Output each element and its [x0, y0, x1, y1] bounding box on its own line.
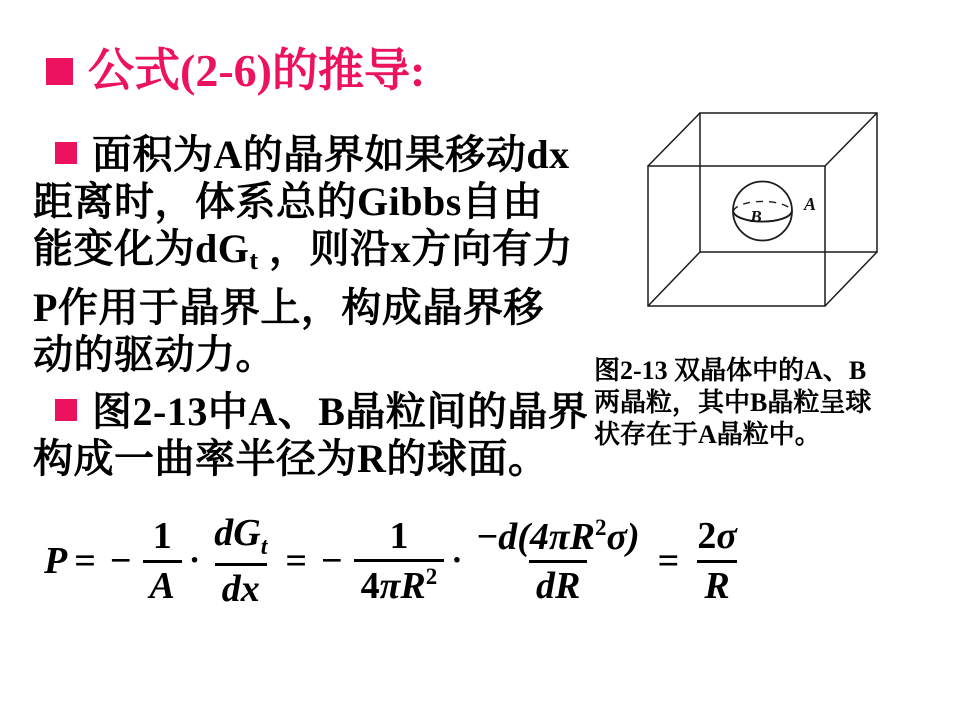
- bullet-icon: [55, 142, 77, 164]
- equator-front-arc: [733, 212, 792, 222]
- body-paragraph-2: [33, 388, 588, 482]
- paragraph-text: P作用于晶界上，构成晶界移: [33, 285, 544, 330]
- denominator: A: [143, 560, 182, 610]
- paragraph-line: [33, 178, 573, 225]
- minus-sign: −: [109, 540, 132, 583]
- numerator: 1: [389, 514, 409, 557]
- bullet-icon: [55, 399, 77, 421]
- superscript-2: 2: [595, 514, 607, 540]
- caption-line: 图2-13 双晶体中的A、B: [594, 356, 867, 385]
- caption-line: 状存在于A晶粒中。: [594, 420, 821, 449]
- paragraph-line: [33, 435, 588, 482]
- fraction-1-over-4piR2: [354, 513, 445, 610]
- subscript-t: t: [260, 534, 268, 560]
- minus-sign: −: [476, 515, 499, 558]
- coefficient: 4: [360, 565, 380, 608]
- page-title: 公式(2-6)的推导:: [88, 45, 426, 96]
- crystal-figure: [620, 99, 930, 355]
- slide-title-row: [46, 46, 425, 96]
- grain-a-label: A: [804, 194, 817, 214]
- numerator: [470, 513, 647, 561]
- paragraph-text: 距离时，体系总的Gibbs自由: [33, 179, 543, 224]
- multiplication-dot: ·: [451, 542, 463, 580]
- paragraph-line: [33, 284, 573, 331]
- paragraph-line: [33, 331, 573, 378]
- pressure-formula: [44, 510, 748, 612]
- figure-caption: [594, 355, 871, 451]
- formula-lhs: P: [44, 540, 68, 583]
- equals-sign: =: [657, 540, 680, 583]
- sigma-paren: σ): [606, 515, 640, 558]
- paragraph-text: ，则沿x方向有力: [258, 226, 574, 271]
- piR-term: πR: [379, 565, 426, 608]
- cube-wireframe: [648, 113, 877, 306]
- grain-b-label: B: [750, 207, 762, 226]
- numerator: [690, 513, 743, 560]
- equator-back-arc: [733, 201, 792, 211]
- fraction-2sigma-over-R: [690, 513, 743, 609]
- d-4piR-term: d(4πR: [498, 515, 596, 558]
- paragraph-line: [33, 225, 573, 284]
- sphere-grain-b: [733, 182, 792, 241]
- denominator: R: [697, 560, 736, 610]
- multiplication-dot: ·: [188, 542, 201, 580]
- paragraph-text: 面积为A的晶界如果移动dx: [92, 132, 570, 177]
- paragraph-text: 图2-13中A、B晶粒间的晶界: [92, 389, 589, 434]
- dG-term: dG: [214, 512, 261, 554]
- body-paragraph-1: [33, 131, 573, 378]
- denominator: dx: [215, 563, 267, 613]
- paragraph-line: [33, 131, 573, 178]
- fraction-dGt-over-dx: [207, 510, 274, 612]
- equals-sign: =: [285, 540, 308, 583]
- paragraph-text: 构成一曲率半径为R的球面。: [33, 436, 549, 481]
- numerator: 1: [152, 515, 172, 558]
- numerator: [207, 510, 274, 563]
- subscript-t: t: [249, 246, 259, 275]
- paragraph-text: 动的驱动力。: [33, 332, 276, 377]
- paragraph-text: 能变化为dG: [33, 226, 250, 271]
- coefficient: 2: [697, 515, 717, 558]
- equals-sign: =: [74, 540, 96, 583]
- minus-sign: −: [321, 540, 343, 583]
- title-bullet-icon: [46, 58, 73, 85]
- caption-line: 两晶粒，其中B晶粒呈球: [594, 388, 872, 417]
- paragraph-line: [33, 388, 588, 435]
- sigma-term: σ: [716, 515, 737, 558]
- denominator: [354, 559, 445, 610]
- superscript-2: 2: [425, 564, 438, 590]
- fraction-d4piR2sigma-over-dR: [470, 513, 647, 610]
- fraction-1-over-A: [143, 513, 182, 609]
- denominator: dR: [529, 560, 587, 610]
